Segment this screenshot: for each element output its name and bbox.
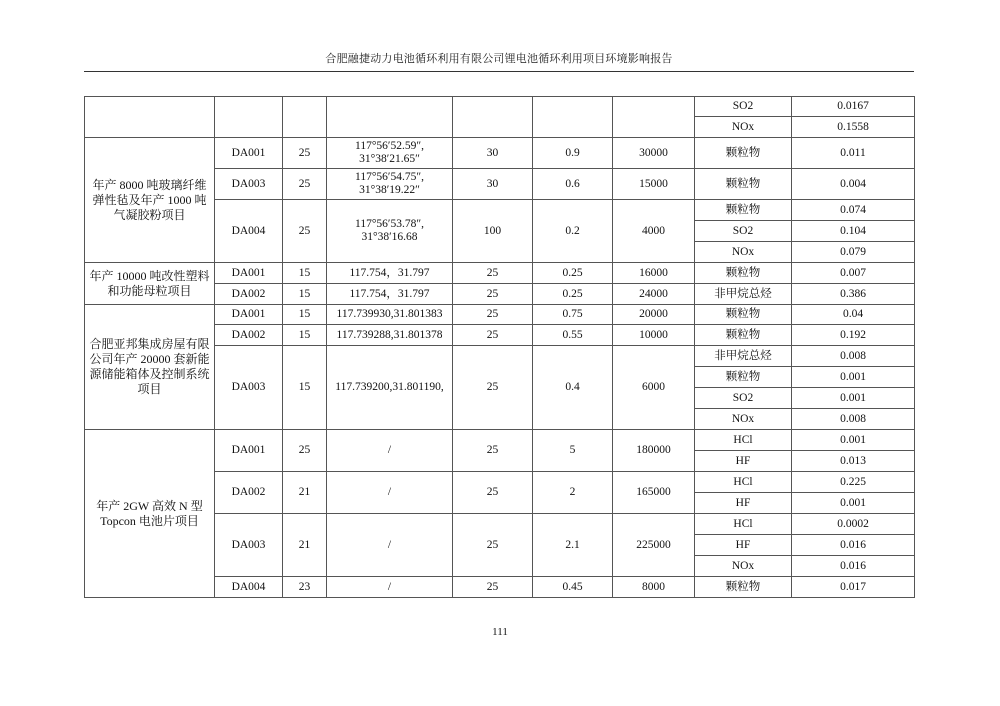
table-row — [85, 138, 915, 169]
flow-rate-cell: 30000 — [613, 138, 695, 169]
diameter-cell: 0.4 — [533, 346, 613, 430]
emission-value-cell: 0.104 — [792, 221, 915, 242]
stack-height-cell: 25 — [283, 169, 327, 200]
flow-rate-cell: 180000 — [613, 430, 695, 472]
table-row — [85, 97, 915, 117]
continuation-outlet-cell — [215, 97, 283, 138]
continuation-temp-cell — [453, 97, 533, 138]
coordinate-cell: 117.739200,31.801190, — [327, 346, 453, 430]
coordinate-cell: / — [327, 577, 453, 598]
temperature-cell: 25 — [453, 577, 533, 598]
diameter-cell: 0.2 — [533, 200, 613, 263]
flow-rate-cell: 6000 — [613, 346, 695, 430]
emission-value-cell: 0.017 — [792, 577, 915, 598]
diameter-cell: 2 — [533, 472, 613, 514]
diameter-cell: 0.9 — [533, 138, 613, 169]
outlet-id-cell: DA003 — [215, 169, 283, 200]
project-name-cell: 年产 8000 吨玻璃纤维弹性毡及年产 1000 吨气凝胶粉项目 — [85, 138, 215, 263]
stack-height-cell: 15 — [283, 305, 327, 325]
stack-height-cell: 15 — [283, 284, 327, 305]
outlet-id-cell: DA003 — [215, 514, 283, 577]
coordinate-cell: 117°56′54.75″, 31°38′19.22″ — [327, 169, 453, 200]
outlet-id-cell: DA001 — [215, 138, 283, 169]
diameter-cell: 0.55 — [533, 325, 613, 346]
diameter-cell: 0.75 — [533, 305, 613, 325]
outlet-id-cell: DA002 — [215, 325, 283, 346]
flow-rate-cell: 20000 — [613, 305, 695, 325]
outlet-id-cell: DA002 — [215, 472, 283, 514]
coordinate-cell: 117.739288,31.801378 — [327, 325, 453, 346]
coordinate-cell: 117.754，31.797 — [327, 263, 453, 284]
pollutant-cell: NOx — [695, 556, 792, 577]
pollutant-cell: HCl — [695, 472, 792, 493]
stack-height-cell: 25 — [283, 138, 327, 169]
project-name-cell: 年产 10000 吨改性塑料和功能母粒项目 — [85, 263, 215, 305]
pollutant-cell: 颗粒物 — [695, 325, 792, 346]
emission-value-cell: 0.016 — [792, 535, 915, 556]
outlet-id-cell: DA001 — [215, 305, 283, 325]
pollutant-cell: HCl — [695, 430, 792, 451]
temperature-cell: 25 — [453, 346, 533, 430]
pollutant-cell: 颗粒物 — [695, 305, 792, 325]
temperature-cell: 30 — [453, 138, 533, 169]
page-number: 111 — [492, 626, 508, 638]
pollutant-cell: 非甲烷总烃 — [695, 346, 792, 367]
continuation-height-cell — [283, 97, 327, 138]
page-header: 合肥融捷动力电池循环利用有限公司锂电池循环利用项目环境影响报告 — [325, 53, 673, 65]
emission-value-cell: 0.079 — [792, 242, 915, 263]
temperature-cell: 25 — [453, 430, 533, 472]
stack-height-cell: 21 — [283, 514, 327, 577]
pollutant-cell: SO2 — [695, 388, 792, 409]
project-name-cell: 年产 2GW 高效 N 型 Topcon 电池片项目 — [85, 430, 215, 598]
pollutant-cell: 颗粒物 — [695, 138, 792, 169]
outlet-id-cell: DA004 — [215, 200, 283, 263]
outlet-id-cell: DA001 — [215, 263, 283, 284]
pollutant-cell: HF — [695, 493, 792, 514]
pollutant-cell: 颗粒物 — [695, 367, 792, 388]
emission-table — [84, 96, 915, 598]
table-row — [85, 305, 915, 325]
emission-value-cell: 0.001 — [792, 430, 915, 451]
temperature-cell: 25 — [453, 514, 533, 577]
pollutant-cell: HF — [695, 535, 792, 556]
emission-value-cell: 0.0167 — [792, 97, 915, 117]
table-row — [85, 263, 915, 284]
pollutant-cell: HCl — [695, 514, 792, 535]
pollutant-cell: 非甲烷总烃 — [695, 284, 792, 305]
pollutant-cell: SO2 — [695, 221, 792, 242]
coordinate-cell: / — [327, 430, 453, 472]
emission-value-cell: 0.007 — [792, 263, 915, 284]
temperature-cell: 25 — [453, 263, 533, 284]
pollutant-cell: 颗粒物 — [695, 263, 792, 284]
continuation-diameter-cell — [533, 97, 613, 138]
table-row — [85, 430, 915, 451]
coordinate-cell: 117°56′53.78″, 31°38′16.68 — [327, 200, 453, 263]
stack-height-cell: 25 — [283, 200, 327, 263]
flow-rate-cell: 225000 — [613, 514, 695, 577]
emission-value-cell: 0.225 — [792, 472, 915, 493]
emission-value-cell: 0.013 — [792, 451, 915, 472]
temperature-cell: 25 — [453, 284, 533, 305]
continuation-coord-cell — [327, 97, 453, 138]
pollutant-cell: 颗粒物 — [695, 577, 792, 598]
pollutant-cell: NOx — [695, 409, 792, 430]
diameter-cell: 0.45 — [533, 577, 613, 598]
outlet-id-cell: DA003 — [215, 346, 283, 430]
diameter-cell: 0.6 — [533, 169, 613, 200]
emission-value-cell: 0.192 — [792, 325, 915, 346]
pollutant-cell: NOx — [695, 117, 792, 138]
pollutant-cell: 颗粒物 — [695, 169, 792, 200]
emission-value-cell: 0.0002 — [792, 514, 915, 535]
header-rule — [84, 71, 914, 72]
flow-rate-cell: 16000 — [613, 263, 695, 284]
emission-value-cell: 0.386 — [792, 284, 915, 305]
emission-table-body — [85, 97, 915, 598]
temperature-cell: 25 — [453, 472, 533, 514]
coordinate-cell: 117.739930,31.801383 — [327, 305, 453, 325]
emission-value-cell: 0.004 — [792, 169, 915, 200]
coordinate-cell: / — [327, 472, 453, 514]
diameter-cell: 5 — [533, 430, 613, 472]
stack-height-cell: 15 — [283, 325, 327, 346]
emission-value-cell: 0.001 — [792, 367, 915, 388]
stack-height-cell: 25 — [283, 430, 327, 472]
flow-rate-cell: 4000 — [613, 200, 695, 263]
stack-height-cell: 23 — [283, 577, 327, 598]
emission-value-cell: 0.008 — [792, 346, 915, 367]
emission-value-cell: 0.008 — [792, 409, 915, 430]
diameter-cell: 0.25 — [533, 263, 613, 284]
emission-value-cell: 0.001 — [792, 388, 915, 409]
pollutant-cell: NOx — [695, 242, 792, 263]
outlet-id-cell: DA002 — [215, 284, 283, 305]
outlet-id-cell: DA001 — [215, 430, 283, 472]
outlet-id-cell: DA004 — [215, 577, 283, 598]
flow-rate-cell: 24000 — [613, 284, 695, 305]
emission-value-cell: 0.04 — [792, 305, 915, 325]
emission-value-cell: 0.011 — [792, 138, 915, 169]
temperature-cell: 25 — [453, 305, 533, 325]
pollutant-cell: SO2 — [695, 97, 792, 117]
pollutant-cell: 颗粒物 — [695, 200, 792, 221]
continuation-project-cell — [85, 97, 215, 138]
emission-value-cell: 0.016 — [792, 556, 915, 577]
flow-rate-cell: 10000 — [613, 325, 695, 346]
stack-height-cell: 15 — [283, 263, 327, 284]
emission-value-cell: 0.001 — [792, 493, 915, 514]
diameter-cell: 2.1 — [533, 514, 613, 577]
coordinate-cell: 117°56′52.59″, 31°38′21.65″ — [327, 138, 453, 169]
stack-height-cell: 15 — [283, 346, 327, 430]
emission-value-cell: 0.074 — [792, 200, 915, 221]
temperature-cell: 25 — [453, 325, 533, 346]
flow-rate-cell: 165000 — [613, 472, 695, 514]
temperature-cell: 100 — [453, 200, 533, 263]
flow-rate-cell: 15000 — [613, 169, 695, 200]
project-name-cell: 合肥亚邦集成房屋有限公司年产 20000 套新能源储能箱体及控制系统项目 — [85, 305, 215, 430]
coordinate-cell: / — [327, 514, 453, 577]
temperature-cell: 30 — [453, 169, 533, 200]
stack-height-cell: 21 — [283, 472, 327, 514]
coordinate-cell: 117.754，31.797 — [327, 284, 453, 305]
emission-value-cell: 0.1558 — [792, 117, 915, 138]
flow-rate-cell: 8000 — [613, 577, 695, 598]
pollutant-cell: HF — [695, 451, 792, 472]
diameter-cell: 0.25 — [533, 284, 613, 305]
continuation-flow-cell — [613, 97, 695, 138]
